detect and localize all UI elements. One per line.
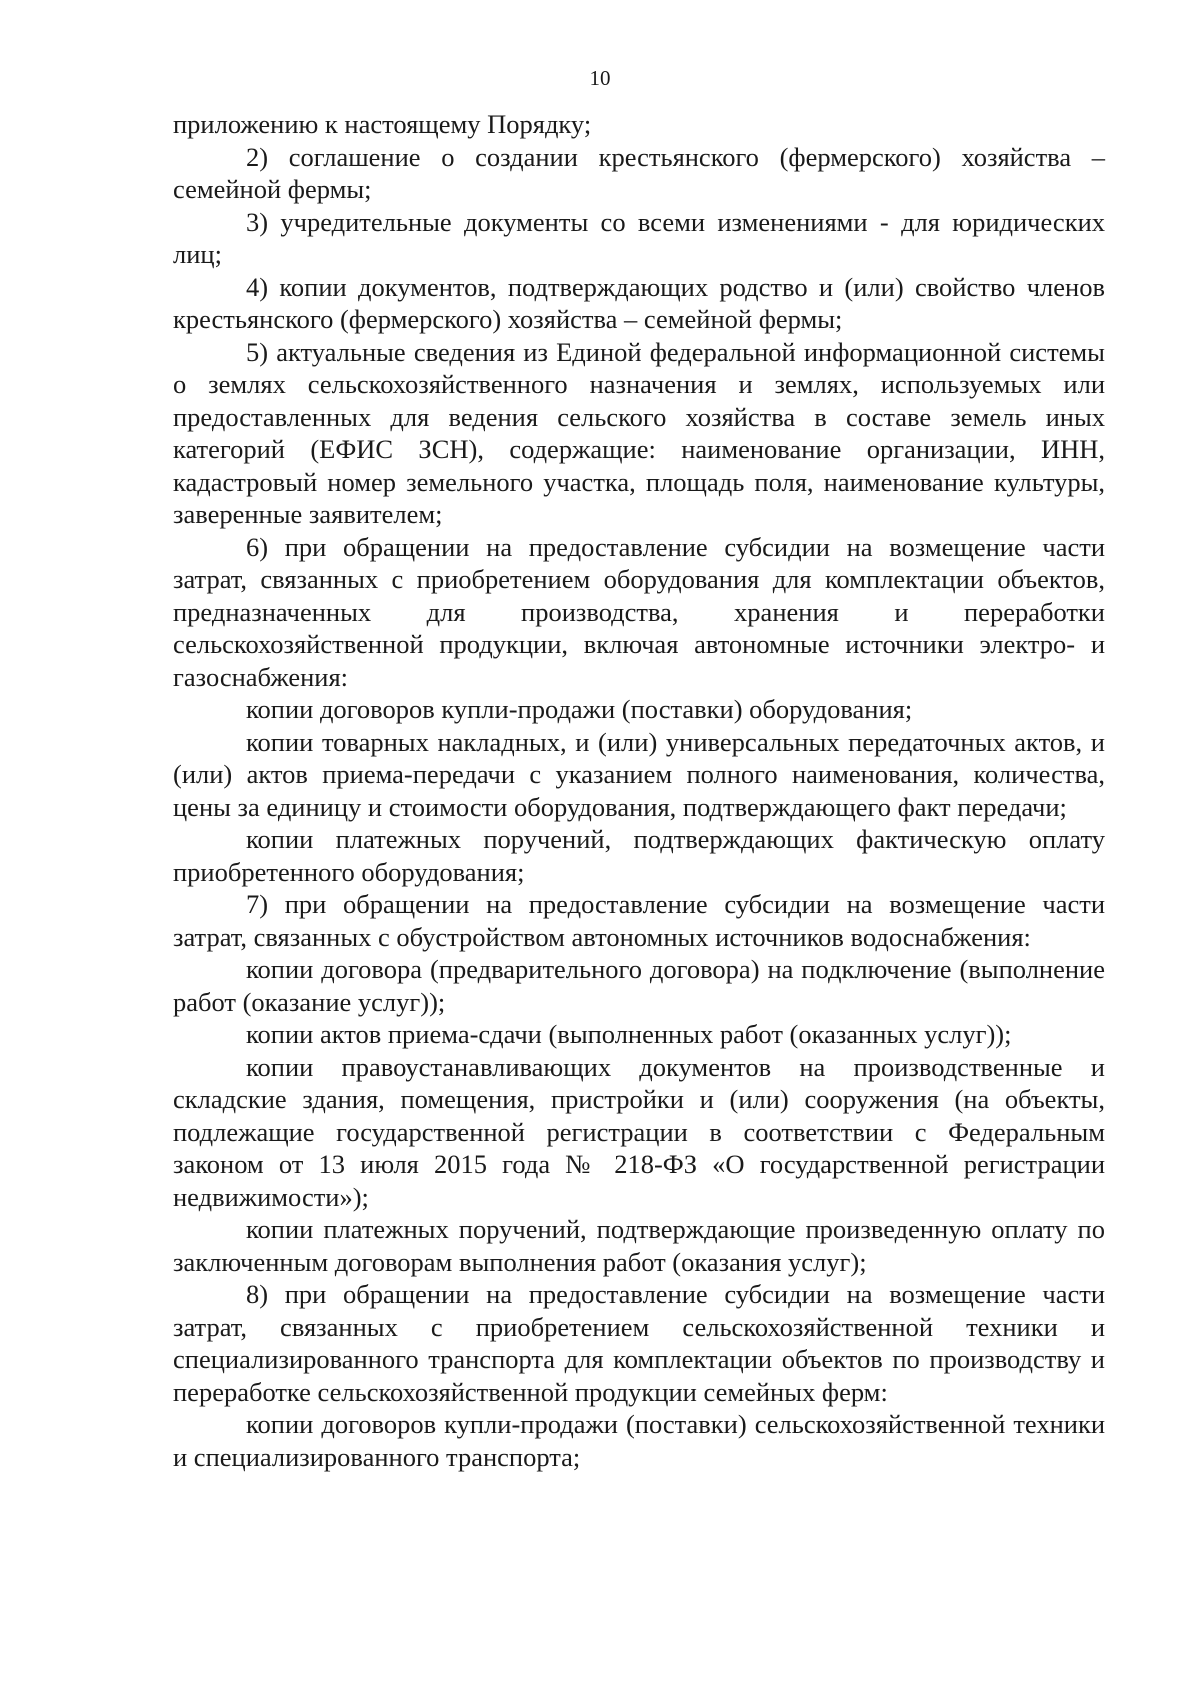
paragraph: копии договора (предварительного договора) на подключение (выполнение работ (оказание услуг)); — [173, 954, 1105, 1017]
paragraph: копии платежных поручений, подтверждающих фактическую оплату приобретенного оборудования; — [173, 824, 1105, 887]
paragraph: 7) при обращении на предоставление субсидии на возмещение части затрат, связанных с обустройством автономных источников водоснабжения: — [173, 889, 1105, 952]
paragraph: копии договоров купли-продажи (поставки) сельскохозяйственной техники и специализированного транспорта; — [173, 1409, 1105, 1472]
paragraph: копии правоустанавливающих документов на производственные и складские здания, помещения, пристройки и (или) сооружения (на объекты, подлежащие государственной регистрации в соответствии с Федеральным законом от 13 июля 2015 года № 218-ФЗ «О государственной регистрации недвижимости»); — [173, 1051, 1105, 1212]
page-number: 10 — [589, 66, 611, 90]
paragraph: 5) актуальные сведения из Единой федеральной информационной системы о землях сельскохозяйственного назначения и землях, используемых или предоставленных для ведения сельского хозяйства в составе земель иных категорий (ЕФИС ЗСН), содержащие: наименование организации, ИНН, кадастровый номер земельного участка, площадь поля, наименование культуры, заверенные заявителем; — [173, 336, 1105, 529]
paragraph: 3) учредительные документы со всеми изменениями - для юридических лиц; — [173, 206, 1105, 269]
paragraph: копии актов приема-сдачи (выполненных работ (оказанных услуг)); — [246, 1019, 1012, 1049]
paragraph: копии платежных поручений, подтверждающие произведенную оплату по заключенным договорам выполнения работ (оказания услуг); — [173, 1214, 1105, 1277]
paragraph: приложению к настоящему Порядку; — [173, 109, 592, 139]
paragraph: 2) соглашение о создании крестьянского (фермерского) хозяйства – семейной фермы; — [173, 141, 1105, 204]
paragraph: 4) копии документов, подтверждающих родство и (или) свойство членов крестьянского (фермерского) хозяйства – семейной фермы; — [173, 271, 1105, 334]
paragraph: копии договоров купли-продажи (поставки) оборудования; — [246, 694, 913, 724]
paragraph: 6) при обращении на предоставление субсидии на возмещение части затрат, связанных с приобретением оборудования для комплектации объектов, предназначенных для производства, хранения и переработки сельскохозяйственной продукции, включая автономные источники электро- и газоснабжения: — [173, 531, 1105, 692]
paragraph: 8) при обращении на предоставление субсидии на возмещение части затрат, связанных с приобретением сельскохозяйственной техники и специализированного транспорта для комплектации объектов по производству и переработке сельскохозяйственной продукции семейных ферм: — [173, 1279, 1105, 1407]
paragraph: копии товарных накладных, и (или) универсальных передаточных актов, и (или) актов приема-передачи с указанием полного наименования, количества, цены за единицу и стоимости оборудования, подтверждающего факт передачи; — [173, 726, 1105, 822]
document-body — [173, 108, 1105, 1473]
